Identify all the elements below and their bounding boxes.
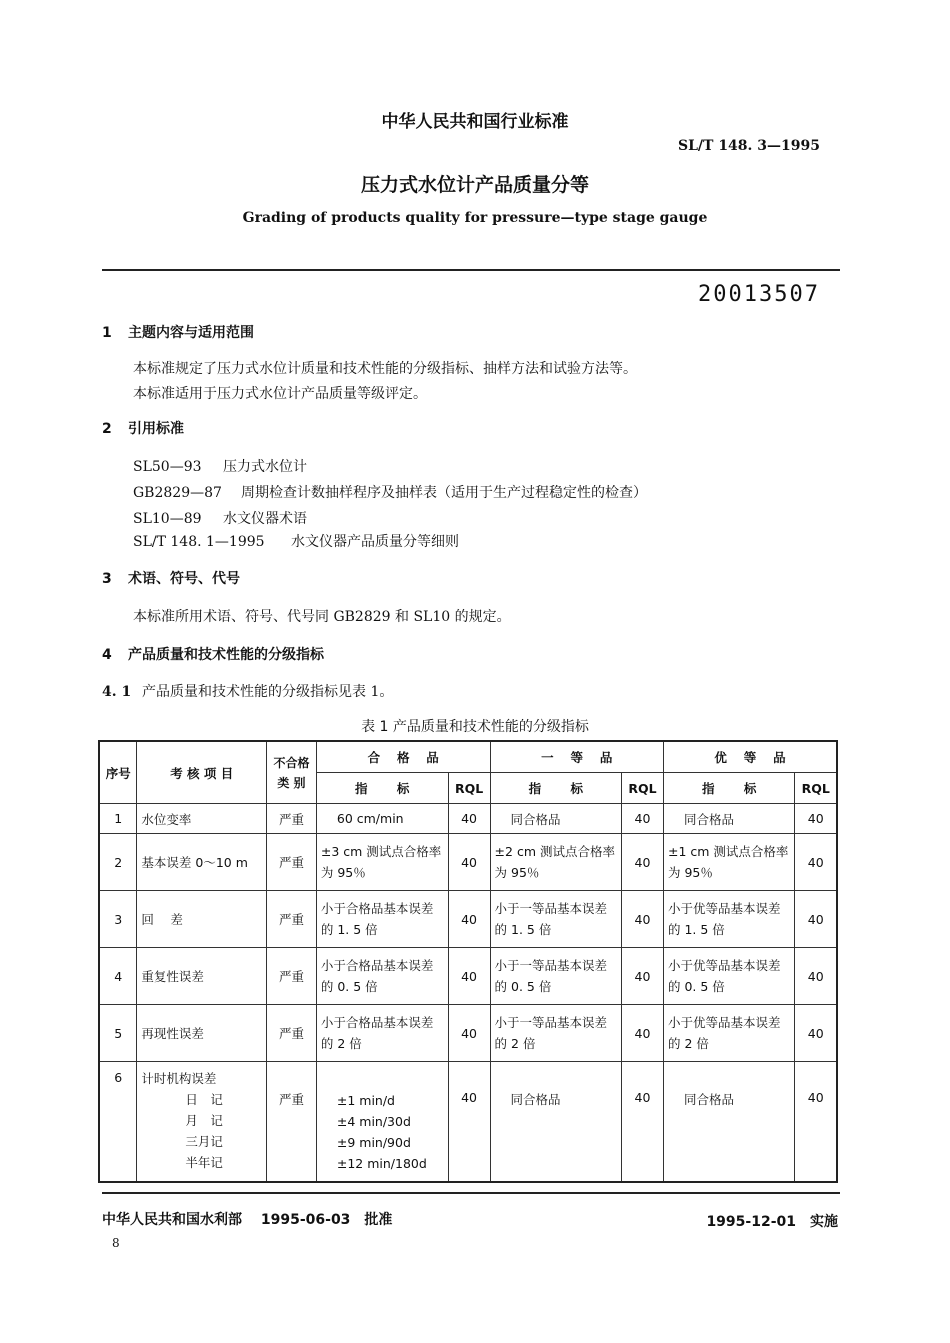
reference-item xyxy=(133,508,307,528)
reference-item xyxy=(133,482,647,502)
cell-rql: 40 xyxy=(448,834,490,891)
cell-rql: 40 xyxy=(622,948,664,1005)
header-indicator: 指 标 xyxy=(490,773,621,804)
reference-name: 水文仪器产品质量分等细则 xyxy=(291,534,459,550)
cell-excellent: 同合格品 xyxy=(663,1062,794,1182)
standard-code: SL/T 148. 3—1995 xyxy=(677,138,820,154)
cell-type: 严重 xyxy=(267,804,317,834)
cell-item: 再现性误差 xyxy=(137,1005,267,1062)
sub-item: 月 记 xyxy=(185,1113,223,1128)
qualified-value: ±4 min/30d xyxy=(336,1114,411,1129)
cell-excellent: ±1 cm 测试点合格率为 95％ xyxy=(663,834,794,891)
table-row xyxy=(99,1005,837,1062)
header-excellent: 优 等 品 xyxy=(663,741,837,773)
cell-qualified: 小于合格品基本误差的 0. 5 倍 xyxy=(316,948,448,1005)
document-number-stamp: 20013507 xyxy=(698,282,820,307)
header-first-class: 一 等 品 xyxy=(490,741,663,773)
cell-type: 严重 xyxy=(267,834,317,891)
section-title: 产品质量和技术性能的分级指标 xyxy=(128,647,324,663)
reference-item xyxy=(133,531,459,551)
page-title: 压力式水位计产品质量分等 xyxy=(360,174,589,196)
cell-seq: 5 xyxy=(99,1005,137,1062)
table-row xyxy=(99,891,837,948)
cell-excellent: 小于优等品基本误差的 1. 5 倍 xyxy=(663,891,794,948)
reference-name: 周期检查计数抽样程序及抽样表（适用于生产过程稳定性的检查） xyxy=(241,485,647,501)
cell-rql: 40 xyxy=(622,804,664,834)
cell-item: 水位变率 xyxy=(137,804,267,834)
cell-rql: 40 xyxy=(795,948,837,1005)
cell-first: 同合格品 xyxy=(490,1062,621,1182)
header-rql: RQL xyxy=(622,773,664,804)
section-number: 4 xyxy=(102,647,112,663)
sub-item: 三月记 xyxy=(185,1134,223,1149)
cell-excellent: 同合格品 xyxy=(663,804,794,834)
cell-type: 严重 xyxy=(267,1062,317,1182)
clause-4-1 xyxy=(102,681,393,701)
cell-rql: 40 xyxy=(622,834,664,891)
cell-rql: 40 xyxy=(795,1005,837,1062)
effective-date: 1995-12-01 实施 xyxy=(706,1214,838,1230)
cell-rql: 40 xyxy=(448,1005,490,1062)
cell-seq: 3 xyxy=(99,891,137,948)
bottom-divider xyxy=(102,1192,840,1194)
standard-org: 中华人民共和国行业标准 xyxy=(381,112,569,132)
section-2-heading xyxy=(102,418,184,438)
reference-code: SL10—89 xyxy=(133,511,202,527)
top-divider xyxy=(102,269,840,271)
qualified-value: ±12 min/180d xyxy=(336,1156,427,1171)
cell-seq: 6 xyxy=(99,1062,137,1182)
table-row xyxy=(99,804,837,834)
cell-first: 小于一等品基本误差的 0. 5 倍 xyxy=(490,948,621,1005)
reference-name: 水文仪器术语 xyxy=(223,511,307,527)
cell-rql: 40 xyxy=(795,834,837,891)
section-number: 2 xyxy=(102,421,112,437)
reference-item xyxy=(133,456,307,476)
cell-first: 小于一等品基本误差的 2 倍 xyxy=(490,1005,621,1062)
reference-code: SL/T 148. 1—1995 xyxy=(133,534,265,550)
cell-excellent: 小于优等品基本误差的 0. 5 倍 xyxy=(663,948,794,1005)
cell-rql: 40 xyxy=(448,1062,490,1182)
table-row xyxy=(99,948,837,1005)
section-title: 引用标准 xyxy=(128,421,184,437)
cell-rql: 40 xyxy=(795,891,837,948)
section-4-heading xyxy=(102,644,324,664)
cell-first: 同合格品 xyxy=(490,804,621,834)
section-number: 3 xyxy=(102,571,112,587)
issuer-approval: 中华人民共和国水利部 1995-06-03 批准 xyxy=(102,1212,393,1228)
english-title: Grading of products quality for pressure—type stage gauge xyxy=(242,210,708,226)
header-defect-type: 不合格类 别 xyxy=(267,741,317,804)
grading-table xyxy=(98,740,838,1183)
cell-qualified: 小于合格品基本误差的 1. 5 倍 xyxy=(316,891,448,948)
cell-rql: 40 xyxy=(795,1062,837,1182)
reference-name: 压力式水位计 xyxy=(223,459,307,475)
cell-rql: 40 xyxy=(622,1062,664,1182)
cell-qualified xyxy=(316,1062,448,1182)
cell-item: 重复性误差 xyxy=(137,948,267,1005)
reference-code: SL50—93 xyxy=(133,459,202,475)
cell-first: 小于一等品基本误差的 1. 5 倍 xyxy=(490,891,621,948)
cell-rql: 40 xyxy=(622,1005,664,1062)
cell-rql: 40 xyxy=(448,804,490,834)
clause-text: 产品质量和技术性能的分级指标见表 1。 xyxy=(142,684,394,700)
qualified-value: ±9 min/90d xyxy=(336,1135,411,1150)
table-caption: 表 1 产品质量和技术性能的分级指标 xyxy=(361,719,589,735)
cell-rql: 40 xyxy=(448,948,490,1005)
header-qualified: 合 格 品 xyxy=(316,741,490,773)
cell-item: 基本误差 0～10 m xyxy=(137,834,267,891)
section-number: 1 xyxy=(102,325,112,341)
sub-item: 日 记 xyxy=(185,1092,223,1107)
cell-rql: 40 xyxy=(448,891,490,948)
paragraph: 本标准规定了压力式水位计质量和技术性能的分级指标、抽样方法和试验方法等。 xyxy=(133,361,637,377)
sub-item: 半年记 xyxy=(185,1155,223,1170)
section-3-heading xyxy=(102,568,240,588)
cell-item xyxy=(137,1062,267,1182)
header-rql: RQL xyxy=(795,773,837,804)
cell-type: 严重 xyxy=(267,948,317,1005)
cell-rql: 40 xyxy=(622,891,664,948)
cell-type: 严重 xyxy=(267,891,317,948)
cell-type: 严重 xyxy=(267,1005,317,1062)
section-1-heading xyxy=(102,322,254,342)
cell-excellent: 小于优等品基本误差的 2 倍 xyxy=(663,1005,794,1062)
header-seq: 序号 xyxy=(99,741,137,804)
header-indicator: 指 标 xyxy=(663,773,794,804)
table-row xyxy=(99,1062,837,1182)
reference-code: GB2829—87 xyxy=(133,485,222,501)
header-item: 考 核 项 目 xyxy=(137,741,267,804)
header-rql: RQL xyxy=(448,773,490,804)
cell-qualified: 小于合格品基本误差的 2 倍 xyxy=(316,1005,448,1062)
paragraph: 本标准所用术语、符号、代号同 GB2829 和 SL10 的规定。 xyxy=(133,609,511,625)
paragraph: 本标准适用于压力式水位计产品质量等级评定。 xyxy=(133,386,427,402)
qualified-value: ±1 min/d xyxy=(336,1093,395,1108)
cell-seq: 2 xyxy=(99,834,137,891)
header-indicator: 指 标 xyxy=(316,773,448,804)
cell-item: 回 差 xyxy=(137,891,267,948)
section-title: 术语、符号、代号 xyxy=(128,571,240,587)
section-title: 主题内容与适用范围 xyxy=(128,325,254,341)
item-title: 计时机构误差 xyxy=(141,1071,217,1086)
cell-qualified: 60 cm/min xyxy=(316,804,448,834)
table-row xyxy=(99,834,837,891)
cell-seq: 4 xyxy=(99,948,137,1005)
page-number: 8 xyxy=(112,1236,120,1250)
clause-number: 4. 1 xyxy=(102,684,132,700)
cell-first: ±2 cm 测试点合格率为 95％ xyxy=(490,834,621,891)
cell-rql: 40 xyxy=(795,804,837,834)
cell-qualified: ±3 cm 测试点合格率为 95％ xyxy=(316,834,448,891)
cell-seq: 1 xyxy=(99,804,137,834)
